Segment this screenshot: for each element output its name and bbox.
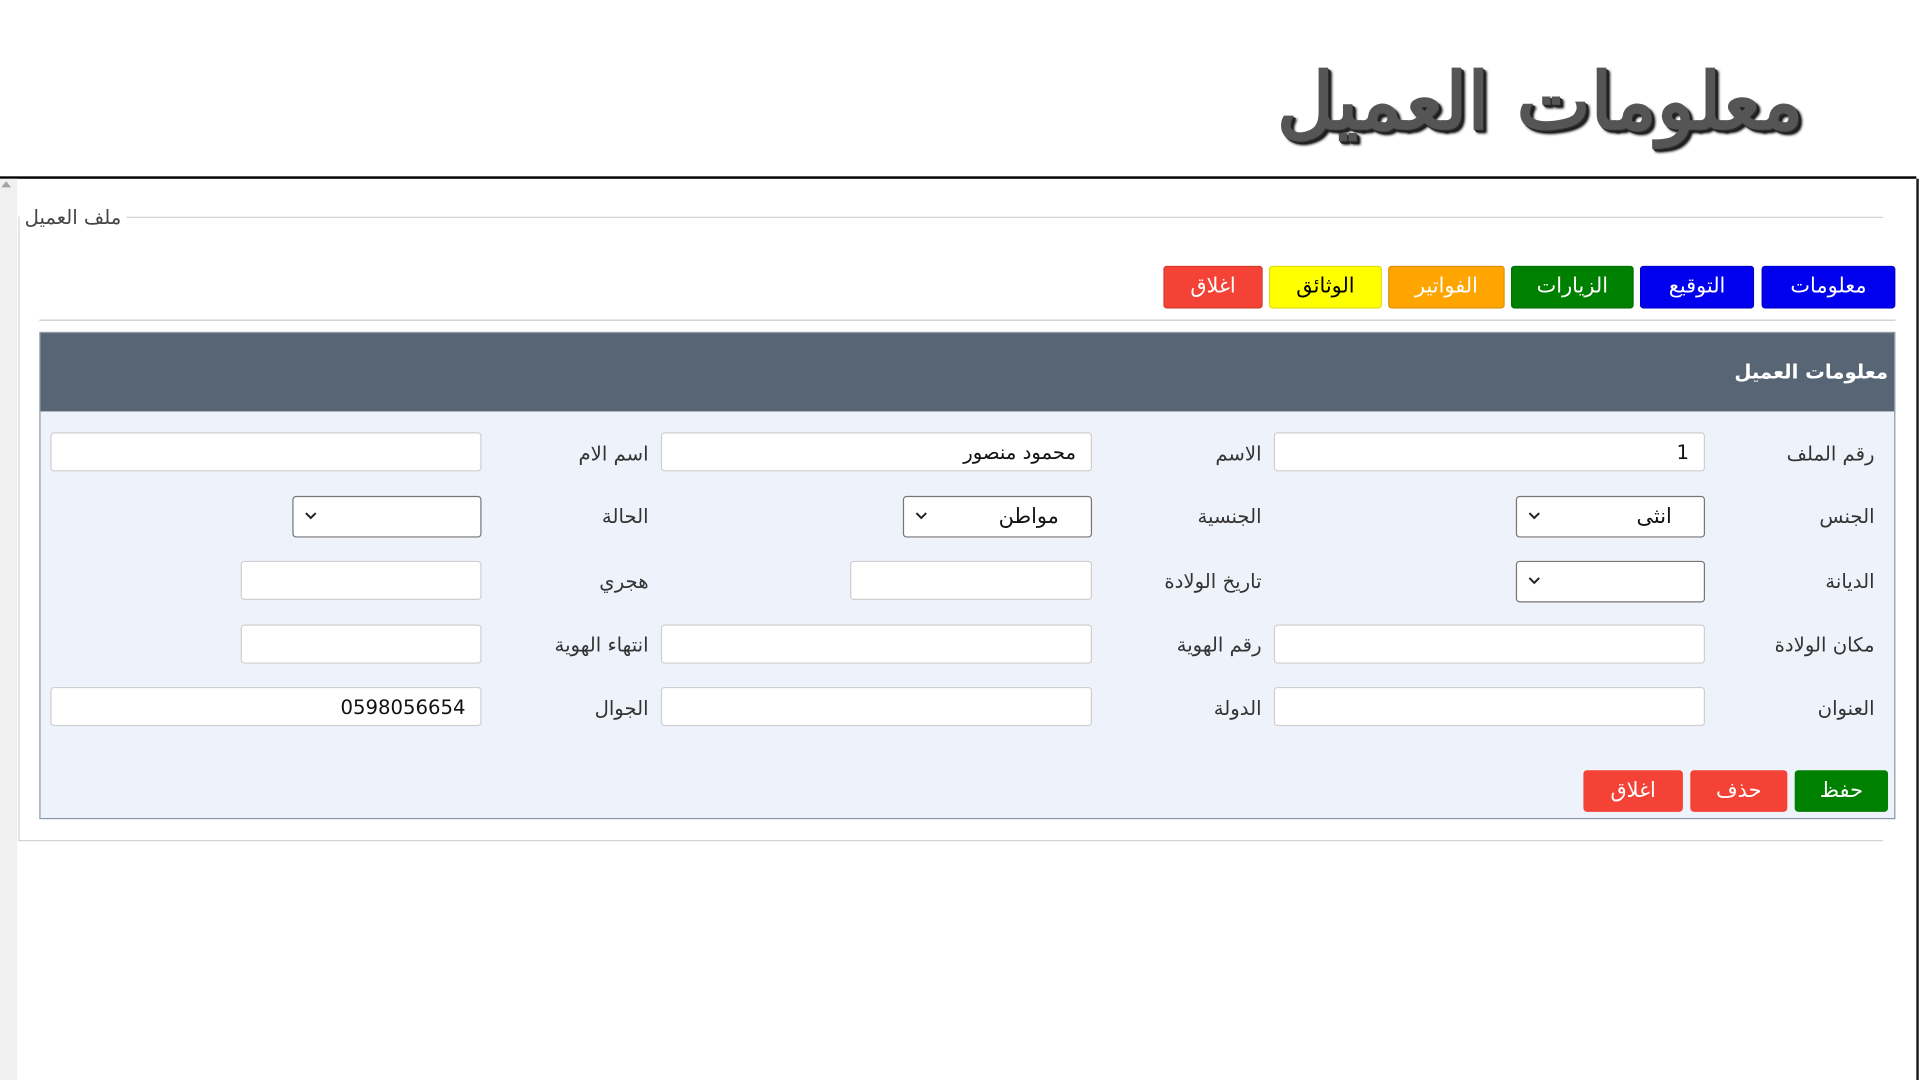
- name-input[interactable]: [661, 432, 1092, 471]
- birth-date-label: تاريخ الولادة: [1164, 569, 1262, 593]
- address-input[interactable]: [1274, 687, 1705, 726]
- client-profile-legend: ملف العميل: [24, 205, 122, 229]
- birth-place-label: مكان الولادة: [1774, 633, 1875, 657]
- tabs-divider: [39, 320, 1895, 321]
- status-label: الحالة: [601, 504, 649, 528]
- hijri-date-label: هجري: [599, 569, 649, 593]
- country-input[interactable]: [661, 687, 1092, 726]
- gender-select[interactable]: [1516, 496, 1705, 538]
- mobile-label: الجوال: [594, 696, 649, 721]
- name-label: الاسم: [1215, 442, 1262, 466]
- religion-label: الديانة: [1825, 569, 1875, 593]
- save-button[interactable]: حفظ: [1795, 770, 1888, 812]
- tab-visits[interactable]: الزيارات: [1511, 266, 1634, 309]
- chevron-down-icon: [914, 508, 929, 523]
- card-title: معلومات العميل: [1734, 360, 1889, 384]
- file-number-input[interactable]: [1274, 432, 1705, 471]
- file-number-label: رقم الملف: [1786, 442, 1875, 466]
- scroll-up-arrow-icon[interactable]: [1, 181, 11, 187]
- gender-select-value: انثى: [1636, 504, 1672, 529]
- frame-border: [1916, 179, 1918, 1080]
- country-label: الدولة: [1213, 696, 1262, 721]
- status-select[interactable]: [292, 496, 481, 538]
- id-expiry-input[interactable]: [241, 624, 482, 663]
- delete-button[interactable]: حذف: [1690, 770, 1787, 812]
- gender-label: الجنس: [1819, 504, 1875, 528]
- hijri-date-input[interactable]: [241, 561, 482, 600]
- birth-date-input[interactable]: [850, 561, 1092, 600]
- chevron-down-icon: [303, 508, 318, 523]
- tab-close[interactable]: اغلاق: [1163, 266, 1263, 309]
- chevron-down-icon: [1527, 508, 1542, 523]
- mobile-input[interactable]: [50, 687, 481, 726]
- page-title: معلومات العميل: [1276, 56, 1804, 149]
- tab-documents[interactable]: الوثائق: [1269, 266, 1382, 309]
- card-header: [41, 333, 1895, 411]
- chevron-down-icon: [1527, 573, 1542, 588]
- nationality-select-value: مواطن: [998, 504, 1059, 529]
- close-button[interactable]: اغلاق: [1583, 770, 1683, 812]
- address-label: العنوان: [1817, 696, 1875, 721]
- tab-signature[interactable]: التوقيع: [1640, 266, 1754, 309]
- mother-name-input[interactable]: [50, 432, 481, 471]
- nationality-label: الجنسية: [1197, 504, 1262, 528]
- nationality-select[interactable]: [903, 496, 1092, 538]
- birth-place-input[interactable]: [1274, 624, 1705, 663]
- vertical-scrollbar[interactable]: [0, 179, 17, 1080]
- id-expiry-label: انتهاء الهوية: [554, 633, 649, 657]
- religion-select[interactable]: [1516, 561, 1705, 603]
- tab-information[interactable]: معلومات: [1762, 266, 1896, 309]
- id-number-label: رقم الهوية: [1176, 633, 1262, 657]
- tab-invoices[interactable]: الفواتير: [1388, 266, 1505, 309]
- mother-name-label: اسم الام: [578, 442, 649, 466]
- title-divider: [0, 176, 1916, 178]
- id-number-input[interactable]: [661, 624, 1092, 663]
